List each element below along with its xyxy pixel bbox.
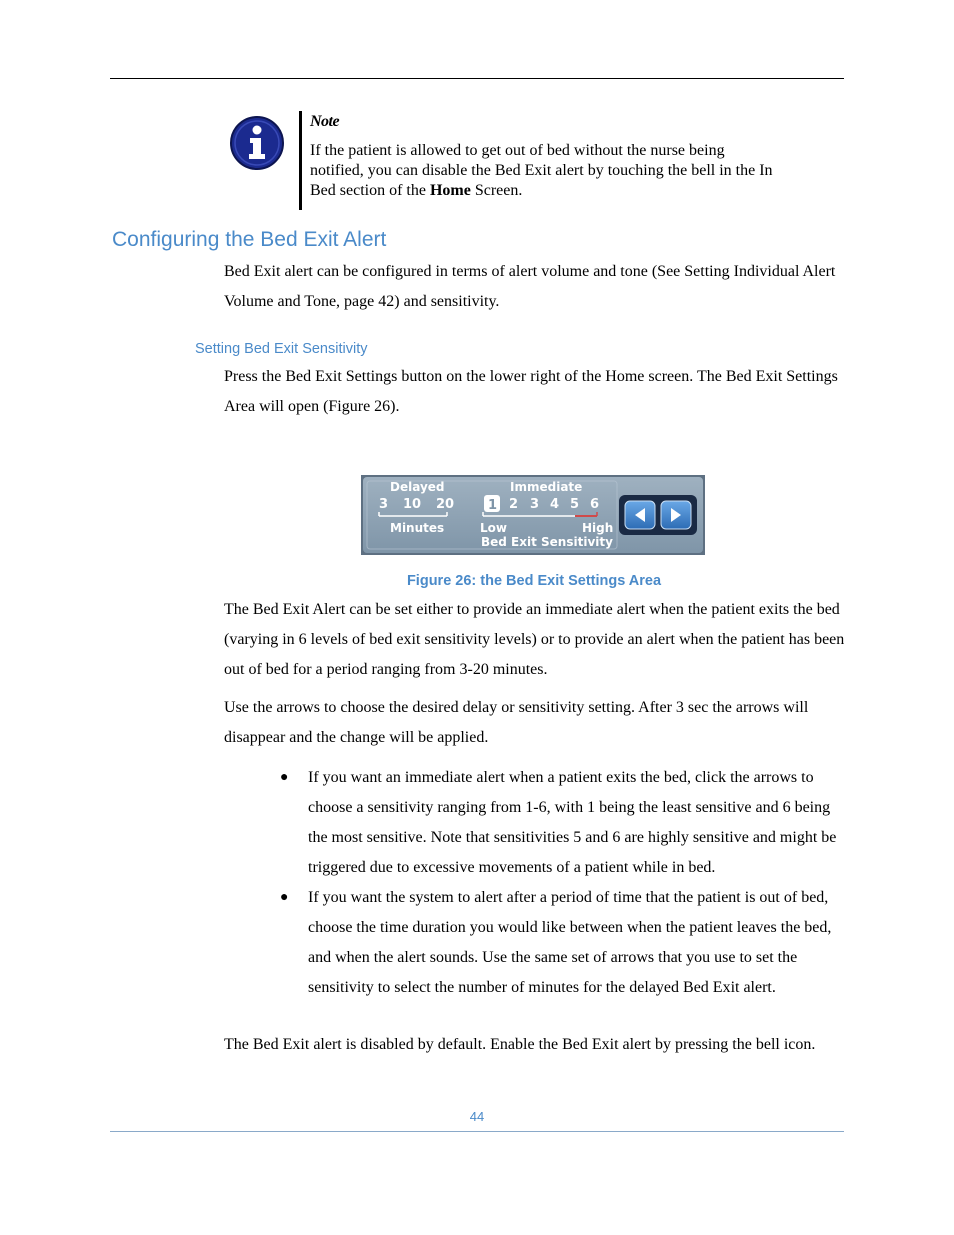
immediate-label: Immediate — [510, 480, 583, 494]
delay-option-3[interactable]: 3 — [379, 497, 389, 512]
note-divider — [299, 111, 302, 210]
figure-caption: Figure 26: the Bed Exit Settings Area — [406, 573, 662, 589]
note-text: If the patient is allowed to get out of bed without the nurse being notified, you can disable the Bed Exit alert by touching the bell in the In Bed section of the Home Screen. — [310, 142, 773, 199]
bullet-icon: ● — [280, 890, 289, 905]
minutes-label: Minutes — [390, 521, 445, 535]
sensitivity-option-3[interactable]: 3 — [530, 497, 540, 512]
bullet-icon: ● — [280, 770, 289, 785]
bed-exit-settings-figure — [361, 475, 705, 555]
subsection-instruction: Press the Bed Exit Settings button on the lower right of the Home screen. The Bed Exit Settings Area will open (Figure 26). — [224, 368, 838, 415]
low-label: Low — [480, 521, 507, 535]
body-paragraph-3: The Bed Exit alert is disabled by default. Enable the Bed Exit alert by pressing the bell icon. — [224, 1036, 816, 1053]
options-list — [278, 763, 848, 1003]
arrow-left-icon[interactable] — [625, 501, 655, 529]
home-screen-term: Home — [429, 182, 471, 199]
section-intro: Bed Exit alert can be configured in terms of alert volume and tone (See Setting Individual Alert Volume and Tone, page 42) and sensitivity. — [224, 263, 836, 310]
body-paragraph-1: The Bed Exit Alert can be set either to provide an immediate alert when the patient exits the bed (varying in 6 levels of bed exit sensitivity levels) or to provide an alert when the patient has been out of bed for a period ranging from 3-20 minutes. — [224, 601, 845, 678]
page-number: 44 — [469, 1109, 485, 1124]
delayed-label: Delayed — [390, 480, 445, 494]
footer-rule — [110, 1131, 844, 1132]
high-label: High — [582, 521, 614, 535]
delay-option-20[interactable]: 20 — [436, 497, 455, 512]
list-item: ● If you want the system to alert after a period of time that the patient is out of bed, choose the time duration you would like between when the patient leaves the bed, and when the alert sounds. Use the same set of arrows that you use to set the sensitivity to select the number of minutes for the delayed Bed Exit alert. — [278, 883, 848, 1003]
bed-exit-sensitivity-label: Bed Exit Sensitivity — [481, 535, 613, 549]
sensitivity-option-6[interactable]: 6 — [590, 497, 600, 512]
sensitivity-option-1-selected[interactable]: 1 — [488, 498, 498, 513]
subsection-heading: Setting Bed Exit Sensitivity — [195, 341, 368, 357]
header-rule — [110, 78, 844, 79]
info-icon — [228, 114, 286, 172]
sensitivity-option-4[interactable]: 4 — [550, 497, 560, 512]
body-paragraph-2: Use the arrows to choose the desired delay or sensitivity setting. After 3 sec the arrows will disappear and the change will be applied. — [224, 699, 809, 746]
sensitivity-option-2[interactable]: 2 — [509, 497, 519, 512]
section-heading: Configuring the Bed Exit Alert — [112, 228, 387, 251]
arrow-right-icon[interactable] — [661, 501, 691, 529]
sensitivity-option-5[interactable]: 5 — [570, 497, 580, 512]
note-title: Note — [310, 113, 340, 130]
list-item: ● If you want an immediate alert when a patient exits the bed, click the arrows to choose a sensitivity ranging from 1-6, with 1 being the least sensitive and 6 being the most sensitive. Note that sensitivities 5 and 6 are highly sensitive and might be triggered due to excessive movements of a patient while in bed. — [278, 763, 848, 883]
delay-option-10[interactable]: 10 — [403, 497, 422, 512]
